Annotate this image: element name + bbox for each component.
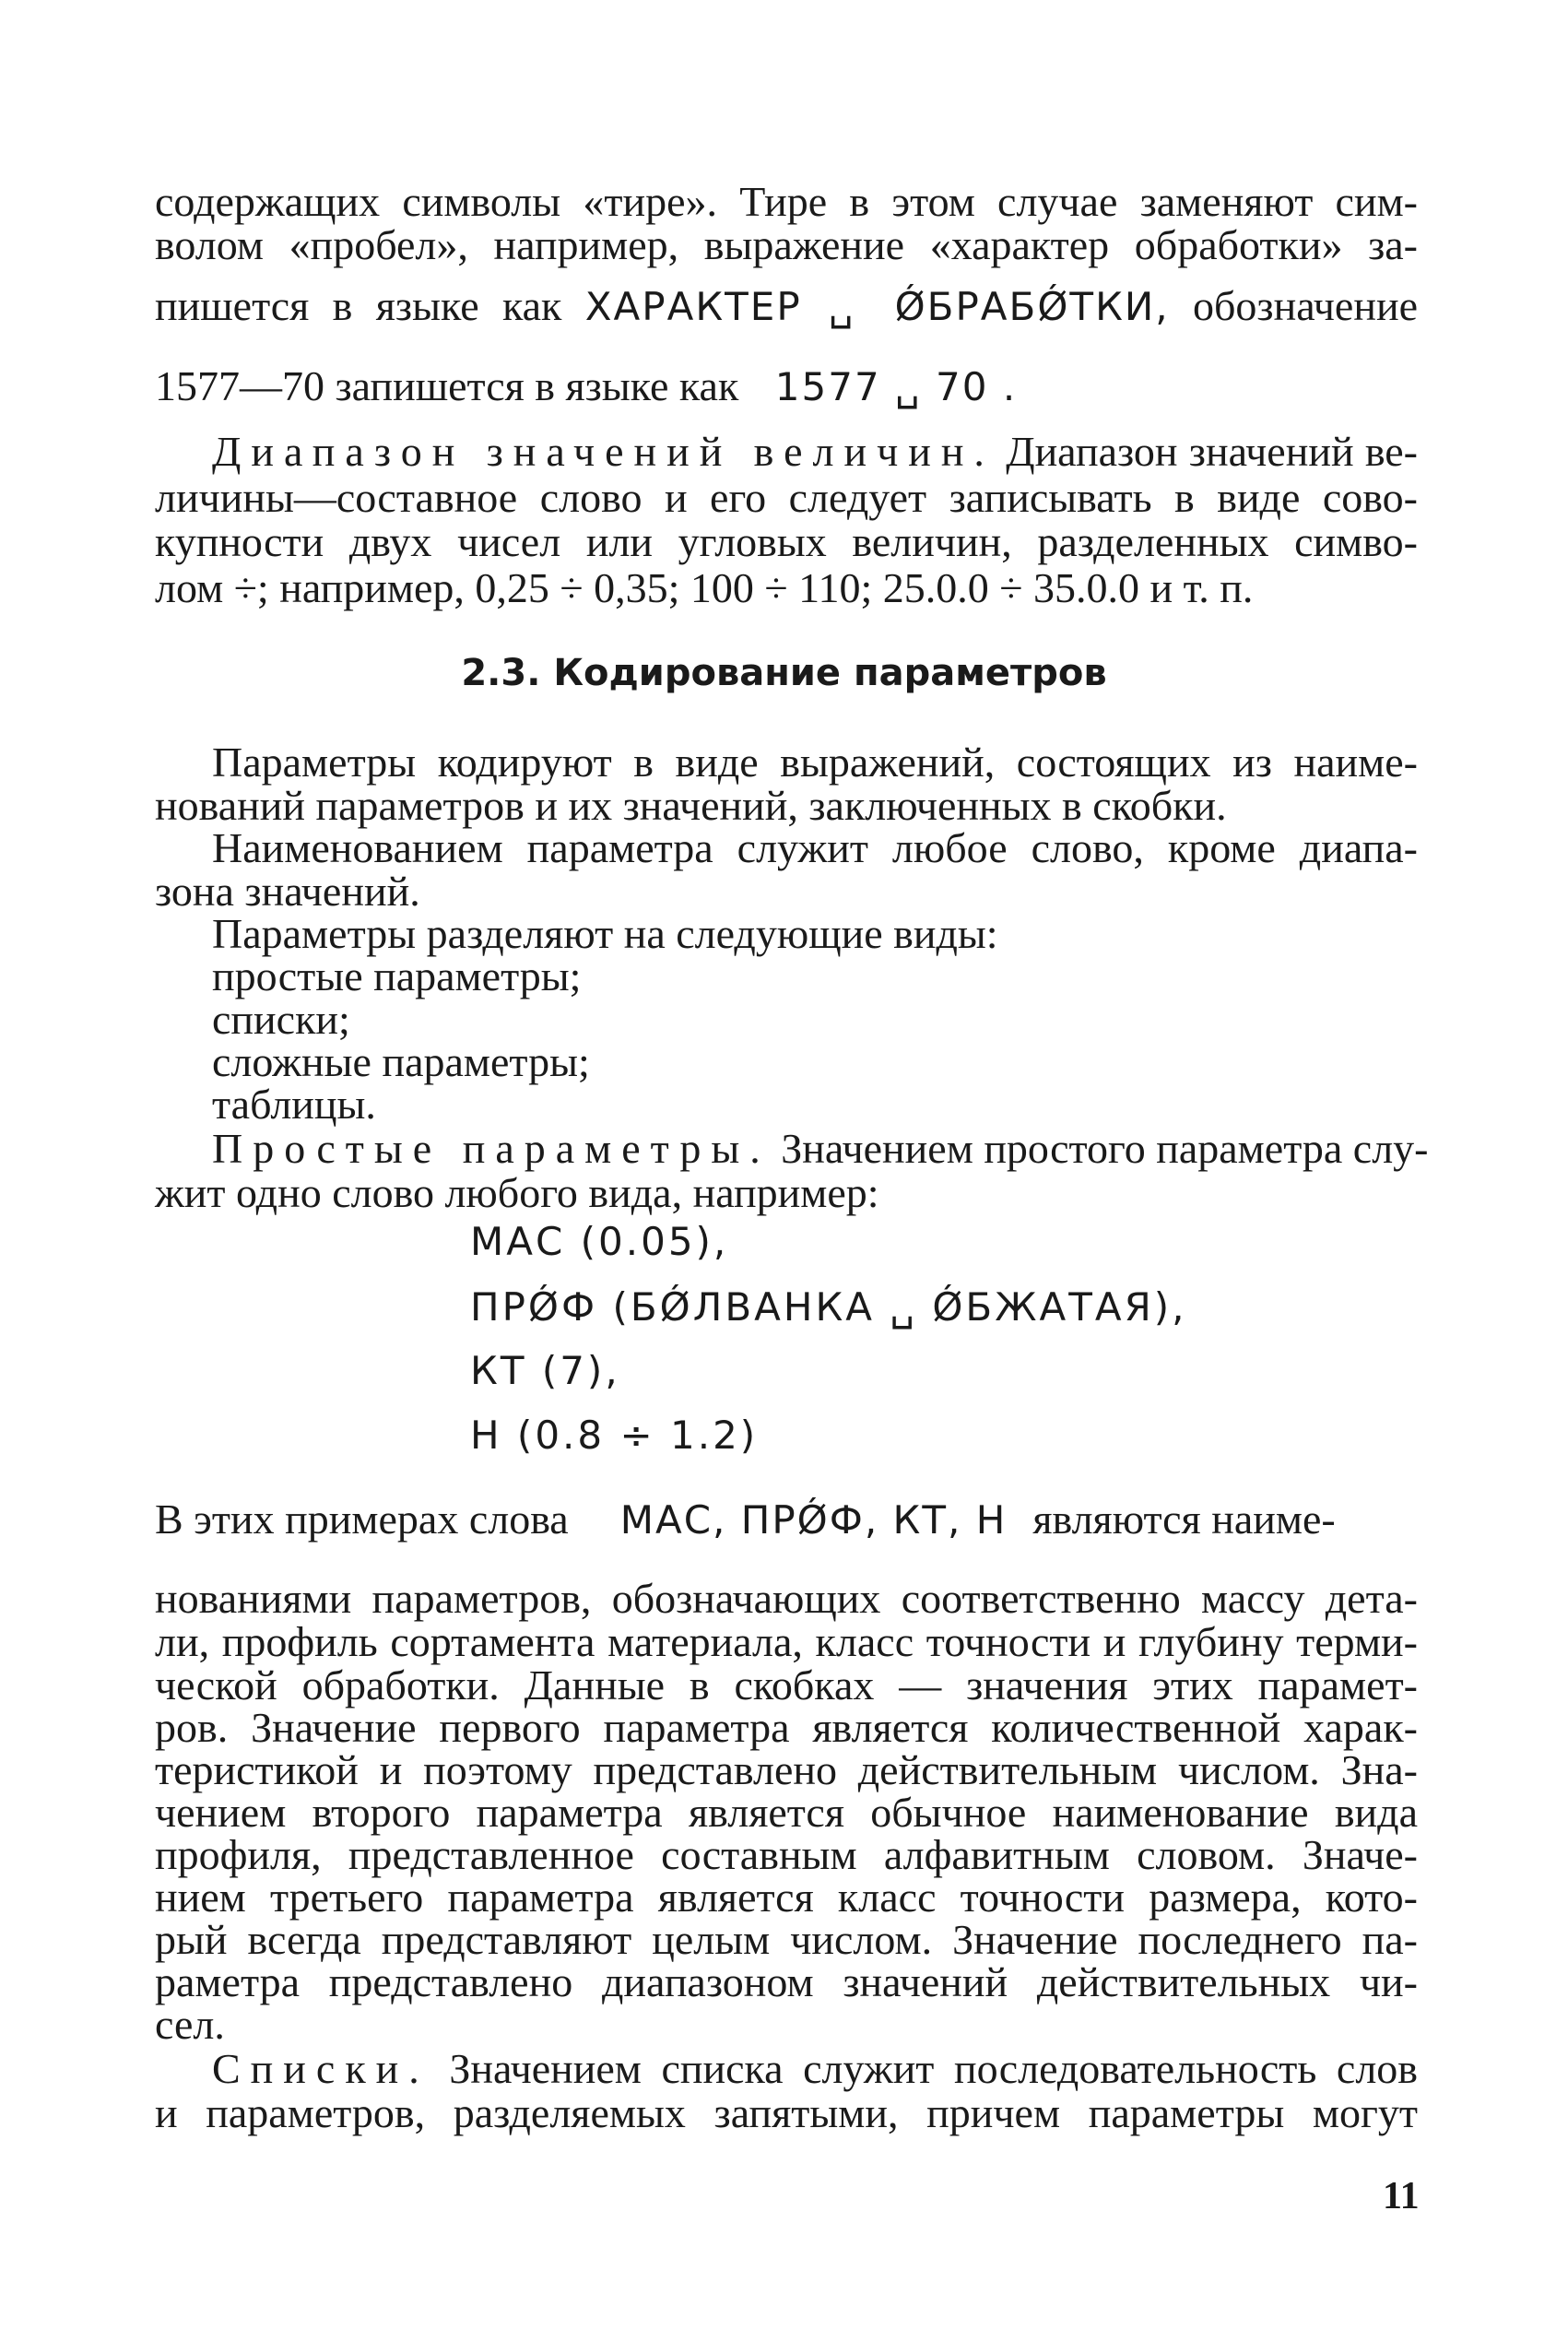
text-fragment: пишется в языке как <box>155 282 562 329</box>
text-line: личины—составное слово и его следует записывать в виде сово- <box>155 474 1418 521</box>
list-item: списки; <box>212 996 350 1043</box>
list-item: простые параметры; <box>212 952 582 999</box>
text-line-with-code <box>155 282 1418 331</box>
page-number: 11 <box>1383 2175 1420 2217</box>
text-line: ческой обработки. Данные в скобках — значения этих парамет- <box>155 1661 1418 1708</box>
text-line: жит одно слово любого вида, например: <box>155 1169 879 1216</box>
text-line: и параметров, разделяемых запятыми, причем параметры могут <box>155 2089 1418 2136</box>
paragraph-lead <box>212 428 1418 476</box>
section-heading: 2.3. Кодирование параметров <box>461 652 1107 694</box>
code-example: ПРǾФ (БǾЛВАНКА ␣ ǾБЖАТАЯ), <box>470 1284 1187 1330</box>
text-line: волом «пробел», например, выражение «характер обработки» за- <box>155 221 1418 268</box>
spaced-term: Диапазон значений величин. <box>212 428 995 475</box>
text-line: ли, профиль сортамента материала, класс точности и глубину терми- <box>155 1618 1418 1665</box>
text-line-with-code <box>155 1496 1418 1544</box>
text-line: лом ÷; например, 0,25 ÷ 0,35; 100 ÷ 110; 25.0.0 ÷ 35.0.0 и т. п. <box>155 564 1254 611</box>
text-line: раметра представлено диапазоном значений действительных чи- <box>155 1958 1418 2005</box>
list-item: сложные параметры; <box>212 1038 590 1085</box>
text-fragment: Диапазон значений ве- <box>1006 428 1418 475</box>
paragraph-lead <box>212 2045 1418 2093</box>
text-line: купности двух чисел или угловых величин, разделенных симво- <box>155 518 1418 565</box>
list-item: таблицы. <box>212 1081 376 1128</box>
code-example: КТ (7), <box>470 1348 620 1393</box>
code-word: МАС, ПРǾФ, КТ, Н <box>619 1497 1008 1543</box>
text-line: Наименованием параметра служит любое слово, кроме диапа- <box>212 824 1418 871</box>
text-line: нований параметров и их значений, заключенных в скобки. <box>155 782 1227 829</box>
code-word: 1577 ␣ 70 . <box>774 364 1018 409</box>
text-line: Параметры разделяют на следующие виды: <box>212 910 998 957</box>
text-line-with-code <box>155 362 1418 411</box>
code-example: Н (0.8 ÷ 1.2) <box>470 1413 759 1458</box>
text-fragment: Значением простого параметра слу- <box>781 1125 1429 1172</box>
text-line: Параметры кодируют в виде выражений, состоящих из наиме- <box>212 739 1418 786</box>
text-line: чением второго параметра является обычное наименование вида <box>155 1789 1418 1836</box>
text-line: профиля, представленное составным алфавитным словом. Значе- <box>155 1831 1418 1878</box>
spaced-term: Списки. <box>212 2045 430 2092</box>
text-line: нием третьего параметра является класс точности размера, кото- <box>155 1874 1418 1921</box>
text-line: зона значений. <box>155 868 420 915</box>
text-line: теристикой и поэтому представлено действительным числом. Зна- <box>155 1746 1418 1793</box>
text-fragment: В этих примерах слова <box>155 1496 569 1543</box>
text-line: содержащих символы «тире». Тире в этом случае заменяют сим- <box>155 178 1418 225</box>
text-fragment: являются наиме- <box>1032 1496 1336 1543</box>
text-line: ров. Значение первого параметра является количественной харак- <box>155 1704 1418 1751</box>
code-example: МАС (0.05), <box>470 1219 729 1264</box>
text-fragment: 1577—70 запишется в языке как <box>155 362 739 409</box>
text-fragment: обозначение <box>1193 282 1419 329</box>
text-line: сел. <box>155 2001 225 2048</box>
text-line: рый всегда представляют целым числом. Значение последнего па- <box>155 1916 1418 1963</box>
text-line: нованиями параметров, обозначающих соответственно массу дета- <box>155 1575 1418 1622</box>
spaced-term: Простые параметры. <box>212 1125 771 1172</box>
paragraph-lead <box>212 1125 1429 1173</box>
code-word: ХАРАКТЕР ␣ ǾБРАБǾТКИ, <box>584 284 1170 329</box>
text-fragment: Значением списка служит последовательность слов <box>449 2045 1418 2092</box>
